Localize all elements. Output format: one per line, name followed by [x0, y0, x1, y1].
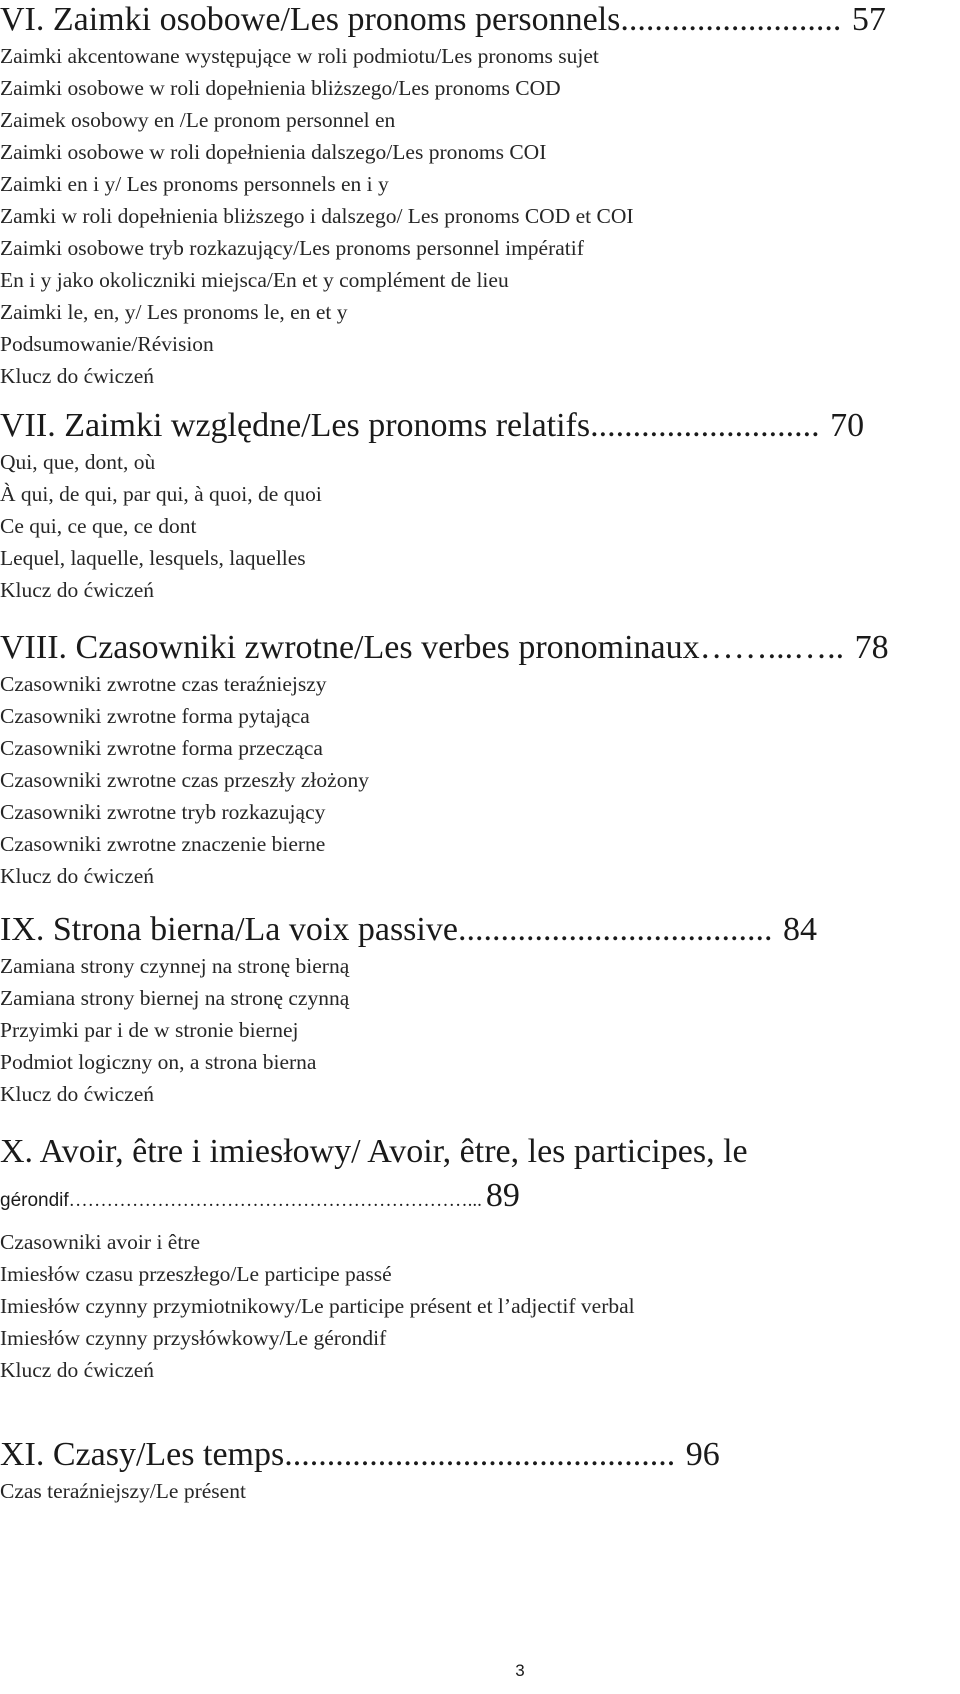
toc-entry[interactable]: Zaimek osobowy en /Le pronom personnel en	[0, 108, 396, 132]
toc-section-x	[0, 1132, 748, 1386]
toc-entry[interactable]: Czasowniki zwrotne czas teraźniejszy	[0, 672, 327, 696]
toc-entry-answer-key[interactable]: Klucz do ćwiczeń	[0, 364, 155, 388]
leader-dots: ..........................	[620, 1, 842, 38]
section-page-number: 96	[685, 1436, 720, 1473]
toc-entry[interactable]: Zaimki akcentowane występujące w roli podmiotu/Les pronoms sujet	[0, 44, 599, 68]
toc-entry[interactable]: Imiesłów czynny przymiotnikowy/Le participe présent et l’adjectif verbal	[0, 1294, 635, 1318]
section-title: VII. Zaimki względne/Les pronoms relatifs	[0, 407, 591, 444]
toc-entry[interactable]: Qui, que, dont, où	[0, 450, 156, 474]
toc-entry-answer-key[interactable]: Klucz do ćwiczeń	[0, 1358, 155, 1382]
section-title: X. Avoir, être i imiesłowy/ Avoir, être, les participes, le	[0, 1133, 748, 1170]
toc-entry[interactable]: Zamki w roli dopełnienia bliższego i dalszego/ Les pronoms COD et COI	[0, 204, 634, 228]
section-page-number: 70	[830, 407, 865, 444]
toc-section-viii	[0, 628, 889, 892]
section-page-number: 57	[851, 1, 886, 38]
toc-entry[interactable]: Zamiana strony czynnej na stronę bierną	[0, 954, 350, 978]
section-heading[interactable]	[0, 1435, 720, 1475]
leader-dots: ..............................................	[284, 1436, 676, 1473]
toc-entry[interactable]: Podsumowanie/Révision	[0, 332, 214, 356]
section-title: XI. Czasy/Les temps	[0, 1436, 285, 1473]
toc-entry[interactable]: En i y jako okoliczniki miejsca/En et y complément de lieu	[0, 268, 509, 292]
section-heading[interactable]	[0, 910, 817, 950]
section-page-number: 84	[782, 911, 817, 948]
leader-dots: ……...…..	[699, 629, 845, 666]
toc-entry-answer-key[interactable]: Klucz do ćwiczeń	[0, 578, 155, 602]
section-heading[interactable]	[0, 0, 886, 40]
toc-entry[interactable]: Lequel, laquelle, lesquels, laquelles	[0, 546, 306, 570]
toc-entry[interactable]: Zaimki en i y/ Les pronoms personnels en i y	[0, 172, 389, 196]
leader-dots: ...........................	[590, 407, 820, 444]
toc-entry[interactable]: Imiesłów czynny przysłówkowy/Le gérondif	[0, 1326, 387, 1350]
section-heading[interactable]	[0, 406, 864, 446]
section-heading[interactable]	[0, 628, 889, 668]
toc-entry[interactable]: Imiesłów czasu przeszłego/Le participe passé	[0, 1262, 392, 1286]
section-page-number: 89	[485, 1177, 520, 1214]
page-number: 3	[515, 1661, 525, 1680]
toc-entry[interactable]: Czasowniki zwrotne forma przecząca	[0, 736, 323, 760]
toc-entry[interactable]: Zaimki osobowe tryb rozkazujący/Les pronoms personnel impératif	[0, 236, 584, 260]
section-page-number: 78	[854, 629, 889, 666]
toc-section-vii	[0, 406, 864, 606]
toc-entry[interactable]: Przyimki par i de w stronie biernej	[0, 1018, 299, 1042]
section-title: VI. Zaimki osobowe/Les pronoms personnels	[0, 1, 621, 38]
leader-dots: .....................................	[457, 911, 773, 948]
leader-dots: ………………………………………………………...	[68, 1190, 482, 1211]
toc-entry[interactable]: Czasowniki zwrotne czas przeszły złożony	[0, 768, 369, 792]
toc-entry[interactable]: Czasowniki zwrotne forma pytająca	[0, 704, 310, 728]
toc-entry[interactable]: Czasowniki zwrotne tryb rozkazujący	[0, 800, 326, 824]
toc-entry[interactable]: Zaimki osobowe w roli dopełnienia bliższego/Les pronoms COD	[0, 76, 561, 100]
section-heading-continued[interactable]	[0, 1172, 748, 1226]
section-title-continued: gérondif	[0, 1190, 69, 1211]
toc-entry[interactable]: Czasowniki avoir i être	[0, 1230, 201, 1254]
toc-entry-answer-key[interactable]: Klucz do ćwiczeń	[0, 1082, 155, 1106]
toc-section-vi	[0, 0, 886, 392]
toc-entry[interactable]: Zamiana strony biernej na stronę czynną	[0, 986, 350, 1010]
toc-entry[interactable]: Zaimki osobowe w roli dopełnienia dalszego/Les pronoms COI	[0, 140, 547, 164]
toc-entry[interactable]: Czas teraźniejszy/Le présent	[0, 1479, 246, 1503]
toc-entry[interactable]: Zaimki le, en, y/ Les pronoms le, en et y	[0, 300, 348, 324]
section-heading[interactable]	[0, 1132, 748, 1172]
toc-entry[interactable]: Podmiot logiczny on, a strona bierna	[0, 1050, 317, 1074]
section-title: IX. Strona bierna/La voix passive	[0, 911, 458, 948]
toc-section-xi	[0, 1435, 720, 1507]
toc-entry[interactable]: À qui, de qui, par qui, à quoi, de quoi	[0, 482, 322, 506]
toc-entry[interactable]: Czasowniki zwrotne znaczenie bierne	[0, 832, 326, 856]
toc-entry[interactable]: Ce qui, ce que, ce dont	[0, 514, 197, 538]
section-title: VIII. Czasowniki zwrotne/Les verbes pronominaux	[0, 629, 700, 666]
toc-entry-answer-key[interactable]: Klucz do ćwiczeń	[0, 864, 155, 888]
toc-section-ix	[0, 910, 817, 1110]
